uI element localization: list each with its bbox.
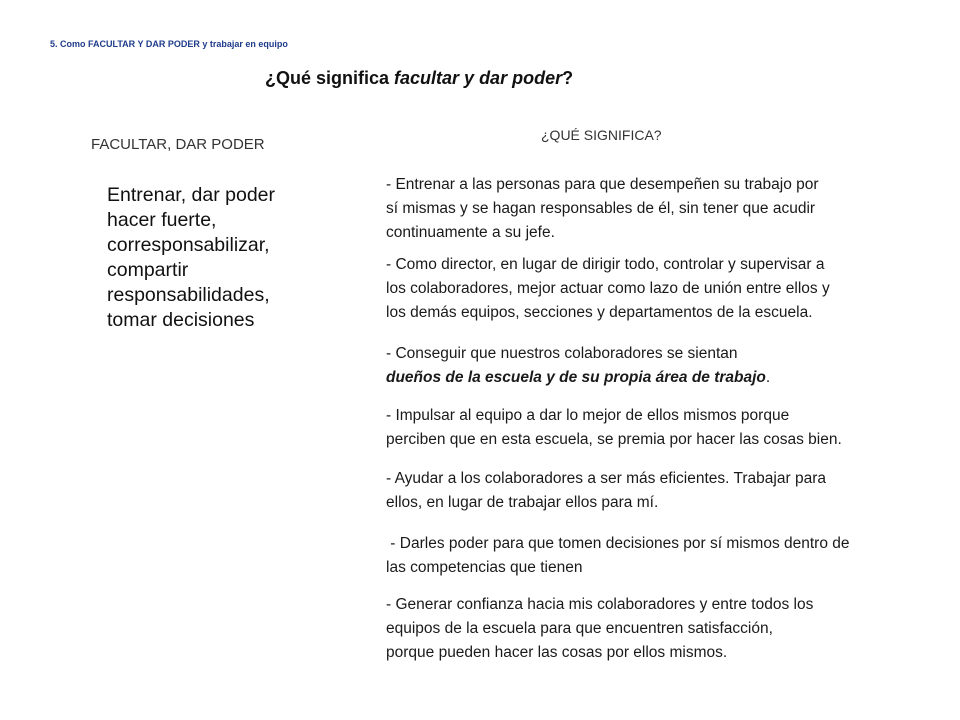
item-line: perciben que en esta escuela, se premia por hacer las cosas bien. [386, 431, 842, 448]
title-prefix: ¿Qué significa [265, 68, 395, 88]
left-column-body [107, 183, 367, 333]
item-line: - Impulsar al equipo a dar lo mejor de ellos mismos porque [386, 407, 790, 424]
item-emphasis: dueños de la escuela y de su propia área de trabajo [386, 369, 766, 386]
left-line: Entrenar, dar poder [107, 184, 276, 206]
meaning-item [386, 467, 906, 515]
meaning-item [386, 532, 906, 580]
item-line: - Conseguir que nuestros colaboradores se sientan [386, 345, 738, 362]
title-suffix: ? [562, 68, 574, 88]
breadcrumb: 5. Como FACULTAR Y DAR PODER y trabajar en equipo [50, 39, 288, 49]
item-line: los colaboradores, mejor actuar como lazo de unión entre ellos y [386, 280, 830, 297]
item-line: - Como director, en lugar de dirigir todo, controlar y supervisar a [386, 256, 825, 273]
left-line: responsabilidades, [107, 284, 270, 306]
item-line: - Entrenar a las personas para que desempeñen su trabajo por [386, 176, 819, 193]
item-line: porque pueden hacer las cosas por ellos mismos. [386, 644, 728, 661]
item-line: los demás equipos, secciones y departamentos de la escuela. [386, 304, 813, 321]
meaning-item [386, 593, 906, 665]
item-line: las competencias que tienen [386, 559, 583, 576]
meaning-item [386, 404, 906, 452]
item-line: - Generar confianza hacia mis colaboradores y entre todos los [386, 596, 814, 613]
item-line: - Ayudar a los colaboradores a ser más eficientes. Trabajar para [386, 470, 826, 487]
left-line: corresponsabilizar, [107, 234, 270, 256]
item-line [386, 366, 906, 390]
left-column-header: FACULTAR, DAR PODER [91, 136, 265, 153]
page-title [265, 68, 573, 89]
left-line: hacer fuerte, [107, 209, 217, 231]
right-column-header: ¿QUÉ SIGNIFICA? [541, 127, 662, 143]
meaning-item [386, 173, 906, 245]
meaning-item [386, 342, 906, 390]
item-line: - Darles poder para que tomen decisiones por sí mismos dentro de [386, 535, 850, 552]
item-line: ellos, en lugar de trabajar ellos para mí. [386, 494, 659, 511]
item-line: continuamente a su jefe. [386, 224, 555, 241]
item-end: . [765, 369, 771, 386]
item-line: equipos de la escuela para que encuentren satisfacción, [386, 620, 773, 637]
left-line: tomar decisiones [107, 309, 255, 331]
title-emphasis: facultar y dar poder [394, 68, 563, 88]
meaning-item [386, 253, 906, 325]
left-line: compartir [107, 259, 189, 281]
item-line: sí mismas y se hagan responsables de él, sin tener que acudir [386, 200, 816, 217]
